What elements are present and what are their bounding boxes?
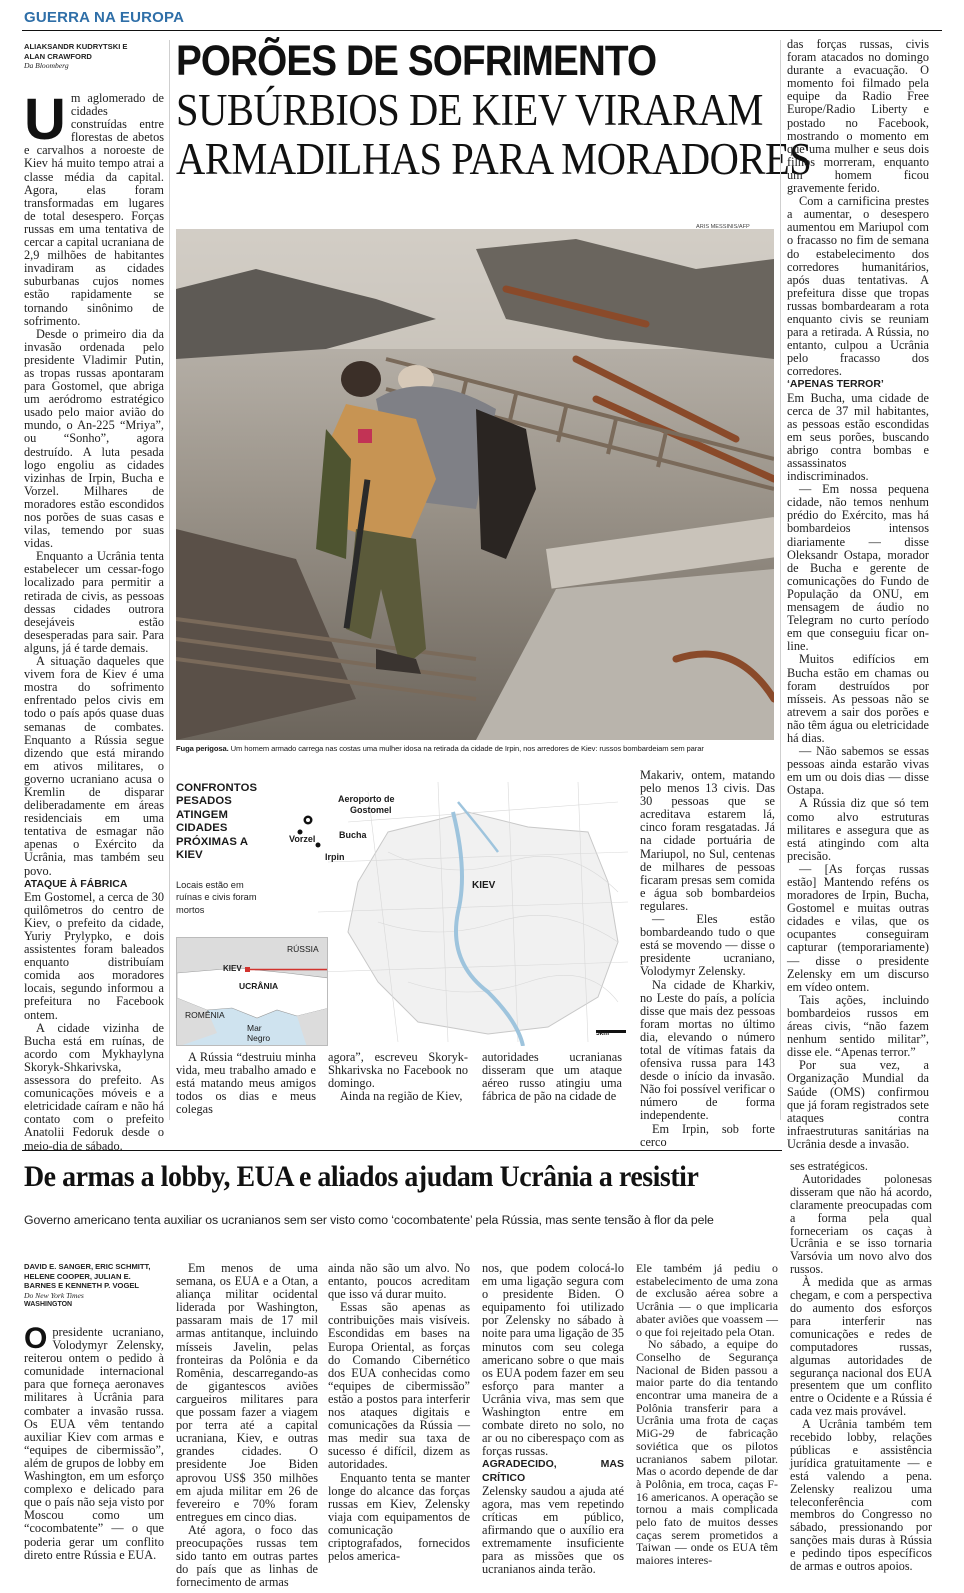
story2-para-14: A Ucrânia também tem recebido lobby, relações públicas e assistência jurídica gratuitamente — e está valendo a pena. Zelensky realizou uma teleconferência com membros do Congresso no sábado, pressionando por sanções mais duras à Rússia e pedindo tipos específicos de armas e outros apoios. — [790, 1417, 932, 1574]
col4-para-4: Em Irpin, sob forte cerco — [640, 1121, 775, 1149]
story1-para-6: A cidade vizinha de Bucha está em ruínas, de acordo com Mykhaylyna Skoryk-Shkarivska, assessora do prefeito. As comunicações móveis e a eletricidade caíram e não há contato com o prefeito Anatolii Fedoruk desde o meio-dia de sábado. — [24, 1020, 164, 1153]
inset-label-kiev: KIEV — [223, 964, 242, 973]
story2-para-1: presidente ucraniano, Volodymyr Zelensky, reiterou ontem o pedido à comunidade internacional para que forneça aeronaves militares à Ucrânia para combater a invasão russa. Os EUA vêm tentando auxiliar Kiev com armas e “equipes de cibermissão”, além de grupos de lobby em Washington, em um esforço complexo e delicado para que o país não seja visto por Moscou como um “cocombatente” — o que poderia gerar um conflito direto entre Rússia e EUA. — [24, 1325, 164, 1562]
story1-headline: PORÕES DE SOFRIMENTO — [176, 37, 657, 85]
section-label: GUERRA NA EUROPA — [24, 9, 185, 26]
story1-para-5: Em Gostomel, a cerca de 30 quilômetros do centro de Kiev, o prefeito da cidade, Yuriy Prylypko, e dois assistentes foram baleados enquanto distribuíam comida aos moradores locais, segundo informou a prefeitura no Facebook ontem. — [24, 889, 164, 1022]
map-label-vorzel: Vorzel — [289, 834, 316, 844]
inset-map — [176, 937, 328, 1046]
story1-column-4 — [640, 769, 775, 1149]
story2-para-10: No sábado, a equipe do Conselho de Segurança Nacional de Biden passou a maior parte do dia tentando encontrar uma maneira de a Polônia transferir para a Ucrânia uma frota de caças MiG-29 de fabricação soviética que os pilotos ucranianos sabem pilotar. Mas o acordo depende de dar à Polônia, em troca, caças F-16 americanos. A operação se tornou a mais complicada pelo fato de muitos desses caças serem prometidos a Taiwan — onde os EUA têm maiores interes- — [636, 1337, 778, 1568]
story2-column-5 — [636, 1262, 778, 1567]
byline-agency: Da Bloomberg — [24, 61, 69, 71]
story2-subhead: AGRADECIDO, MAS CRÍTICO — [482, 1458, 624, 1484]
col4-para-1: Makariv, ontem, matando pelo menos 13 civis. Das 30 pessoas que se acreditava estarem lá, cinco foram resgatadas. Já na cidade portuária de Mariupol, no Sul, centenas de milhares de pessoas ficaram presas sem comida e água sob bombardeios regulares. — [640, 768, 775, 913]
story1-byline — [24, 42, 164, 71]
col5-para-2: Com a carnificina prestes a aumentar, o desespero aumentou em Mariupol com o fracasso no fim de semana do estabelecimento dos corredores humanitários, após duas tentativas. A prefeitura disse que tropas russas bombardearam a rota enquanto civis se reuniam para a retirada. A Rússia, no entanto, culpou a Ucrânia pelo fracasso dos corredores. — [787, 194, 929, 379]
story2-para-5: Essas são apenas as contribuições mais visíveis. Escondidas em bases na Europa Oriental, as forças do Comando Cibernético dos EUA conhecidas como “equipes de cibermissão” estão a postos para interferir nos ataques digitais e comunicações da Rússia — mas medir sua taxa de sucesso é difícil, dizem as autoridades. — [328, 1300, 470, 1472]
story2-para-6: Enquanto tenta se manter longe do alcance das forças russas em Kiev, Zelensky viaja com equipamentos de comunicação criptografados, fornecidos pelos america- — [328, 1470, 470, 1564]
col5-para-6: — Não sabemos se essas pessoas ainda estarão vivas em um ou dois dias — disse Ostapa. — [787, 744, 929, 798]
col5-para-5: Muitos edifícios em Bucha estão em chamas ou foram destruídos por mísseis. As pessoas não se atrevem a sair dos porões e não têm água ou eletricidade há dias. — [787, 652, 929, 745]
caption-text: Um homem armado carrega nas costas uma mulher idosa na retirada da cidade de Irpin, nos arredores de Kiev: russos bombardeiam sem parar — [228, 744, 704, 753]
story2-top-rule — [22, 1150, 782, 1151]
story1-para-1: m aglomerado de cidades construídas entre florestas de abetos e carvalhos a noroeste de Kiev há muito tempo atrai a classe média da capital. Agora, elas foram transformadas em lugares de total desespero. Forças russas em uma tentativa de cercar a capital ucraniana de 2,9 milhões de habitantes invadiram as cidades suburbanas cujos nomes estão rapidamente se tornando sinônimo de sofrimento. — [24, 91, 164, 328]
story1-mid-column-2 — [328, 1051, 468, 1103]
story2-para-7: nos, que podem colocá-lo em uma ligação segura com o presidente Biden. O equipamento foi utilizado por Zelensky no sábado à noite para uma ligação de 35 minutos com seu colega americano sobre o que mais os EUA podem fazer em seu esforço para manter a Ucrânia viva, mas sem que Washington entre em combate direto no solo, no ar ou no ciberespaço com as forças russas. — [482, 1261, 624, 1459]
col5-para-9: Tais ações, incluindo bombardeios russos em áreas civis, “não fazem nenhum sentido militar”, disse ele. “Apenas terror.” — [787, 992, 929, 1060]
story2-column-3 — [328, 1262, 470, 1563]
story1-subhead-terror: ‘APENAS TERROR’ — [787, 378, 884, 391]
map-subtitle: Locais estão em ruínas e civis foram mortos — [176, 880, 257, 915]
mid-para-1: A Rússia “destruiu minha vida, meu trabalho amado e está matando meus amigos todos os dias e meus colegas — [176, 1050, 316, 1117]
story2-column-2 — [176, 1262, 318, 1589]
col5-para-10: Por sua vez, a Organização Mundial da Saúde (OMS) confirmou que já foram registrados sete ataques contra infraestruturas sanitárias na Ucrânia desde a invasão. — [787, 1058, 929, 1151]
story2-para-8: Zelensky saudou a ajuda até agora, mas vem repetindo críticas em público, afirmando que o auxílio era extremamente insuficiente para as missões que os ucranianos ainda terão. — [482, 1483, 624, 1577]
map-label-kiev: KIEV — [472, 880, 496, 891]
col4-para-2: — Eles estão bombardeando tudo o que está se movendo — disse o presidente ucraniano, Volodymyr Zelensky. — [640, 912, 775, 979]
story2-column-6 — [790, 1160, 932, 1573]
story1-para-3: Enquanto a Ucrânia tenta estabelecer um cessar-fogo localizado para permitir a retirada de civis, as pessoas dessas cidades outrora desejáveis estão desesperadas para sair. Para alguns, já é tarde demais. — [24, 549, 164, 655]
story1-subhead-fabrica: ATAQUE À FÁBRICA — [24, 877, 128, 890]
map-label-bucha: Bucha — [339, 830, 367, 840]
column-divider — [780, 40, 781, 1120]
photo-illustration — [176, 229, 774, 740]
story1-para-2: Desde o primeiro dia da invasão ordenada pelo presidente Vladimir Putin, as tropas russas apontaram para Gostomel, que abriga um aeródromo estratégico usado pelo maior avião do mundo, o An-225 “Mriya”, ou “Sonho”, agora destruído. A luta pesada logo engoliu as cidades vizinhas de Irpin, Bucha e Vorzel. Milhares de moradores estão escondidos nos porões de suas casas e vilas, temendo por suas vidas. — [24, 326, 164, 551]
story1-mid-column-3 — [482, 1051, 622, 1103]
story2-para-3: Até agora, o foco das preocupações russas tem sido tanto em outras partes do país que as linhas de fornecimento de armas — [176, 1522, 318, 1590]
story2-headline: De armas a lobby, EUA e aliados ajudam Ucrânia a resistir — [24, 1160, 699, 1193]
story2-dropcap: O — [24, 1322, 48, 1355]
story2-para-11: ses estratégicos. — [790, 1159, 868, 1173]
map-scale-label: 5km — [596, 1030, 610, 1037]
story2-para-2: Em menos de uma semana, os EUA e a Otan, a aliança militar ocidental liderada por Washington, passaram mais de 17 mil armas antitanque, incluindo mísseis Javelin, pelas fronteiras da Polônia e da Romênia, descarregando-as de gigantescos aviões cargueiros militares para que possam fazer a viagem por terra até a capital ucraniana, Kiev, e outras grandes cidades. O presidente Joe Biden aprovou US$ 350 milhões em ajuda militar em 26 de fevereiro e 70% foram entregues em cinco dias. — [176, 1261, 318, 1524]
byline-author-1: ALIAKSANDR KUDRYTSKI E — [24, 42, 128, 51]
story1-mid-column-1 — [176, 1051, 316, 1116]
col5-para-1: das forças russas, civis foram atacados no domingo durante a evacuação. O momento foi filmado pela equipe da Radio Free Europe/Radio Liberty e postado no Facebook, mostrando o momento em que uma mulher e seus dois filhos morreram, enquanto um homem ficou gravemente ferido. — [787, 37, 929, 196]
map-title: CONFRONTOS PESADOS ATINGEM CIDADES PRÓXIMAS A KIEV — [176, 782, 258, 862]
column-divider — [169, 40, 170, 1120]
map-graphic — [176, 772, 632, 1046]
mid-para-4: autoridades ucranianas disseram que um ataque aéreo russo atingiu uma fábrica de pão na cidade de — [482, 1050, 622, 1104]
mid-para-2: agora”, escreveu Skoryk-Shkarivska no Facebook no domingo. — [328, 1050, 468, 1091]
deck-line-1: SUBÚRBIOS DE KIEV VIRARAM — [176, 85, 763, 135]
story1-deck — [176, 85, 812, 184]
col5-para-4: — Em nossa pequena cidade, não temos nenhum prédio do Exército, mas há bombardeios intensos diariamente — disse Oleksandr Ostapa, morador de Bucha e gerente de comunicações do Fundo de População da ONU, em mensagem de áudio no Telegram no curto período em que conseguiu ficar on-line. — [787, 482, 929, 654]
story2-para-4: ainda não são um alvo. No entanto, poucos acreditam que isso vá durar muito. — [328, 1261, 470, 1302]
map-label-airport: Aeroporto de Gostomel — [338, 794, 395, 815]
mid-para-3: Ainda na região de Kiev, — [340, 1089, 463, 1104]
photo-caption — [176, 744, 776, 754]
story1-column-5 — [787, 38, 929, 1151]
inset-label-ukraine: UCRÂNIA — [239, 981, 279, 991]
inset-label-russia: RÚSSIA — [287, 944, 319, 954]
col5-para-3: Em Bucha, uma cidade de cerca de 37 mil habitantes, as pessoas estão escondidas em seus porões, buscando abrigo contra bombas e assassinatos indiscriminados. — [787, 390, 929, 484]
story2-deck: Governo americano tenta auxiliar os ucranianos sem ser visto como ‘cocombatente’ pela Rússia, mas sente tensão à flor da pele — [24, 1213, 714, 1227]
deck-line-2: ARMADILHAS PARA MORADORES — [176, 134, 812, 184]
story1-dropcap: U — [24, 87, 66, 152]
story2-column-4 — [482, 1262, 624, 1576]
story2-para-12: Autoridades polonesas disseram que não há acordo, claramente preocupadas com a forma pela qual forneceriam os caças à Ucrânia e se isso tornaria Varsóvia um novo alvo dos russos. — [790, 1171, 932, 1277]
col5-para-7: A Rússia diz que só tem como alvo estruturas militares e assegura que as está atingindo com alta precisão. — [787, 796, 929, 863]
story2-para-9: Ele também já pediu o estabelecimento de uma zona de exclusão aérea sobre a Ucrânia — o que implicaria abater aviões que voassem — o que foi rejeitado pela Otan. — [636, 1261, 778, 1339]
col4-para-3: Na cidade de Kharkiv, no Leste do país, a polícia disse que mais dez pessoas foram mortas no último dia, elevando o número total de vítimas fatais da ofensiva russa para 143 desde o início da invasão. Não foi possível verificar o número de forma independente. — [640, 977, 775, 1123]
map-label-irpin: Irpin — [325, 852, 345, 862]
section-rule — [22, 30, 942, 31]
col5-para-8: — [As forças russas estão] Mantendo reféns os moradores de Irpin, Bucha, Gostomel e muitas outras cidades e vilas, que os ocupantes conseguiram capturar (temporariamente) — disse o presidente Zelensky em um discurso em vídeo ontem. — [787, 861, 929, 994]
story2-column-1 — [24, 1322, 164, 1562]
photo-credit: ARIS MESSINIS/AFP — [696, 224, 750, 230]
story1-para-4: A situação daqueles que vivem fora de Kiev é uma mostra do sofrimento enfrentado pelos civis em todo o país após quase duas semanas de combates. Enquanto a Rússia segue dizendo que está mirando em ativos militares, o governo ucraniano acusa o Kremlin de disparar deliberadamente em áreas residenciais em uma tentativa de esmagar não apenas o Exército da Ucrânia, mas também seu povo. — [24, 654, 164, 878]
story2-byline: DAVID E. SANGER, ERIC SCHMITT, HELENE COOPER, JULIAN E. BARNES E KENNETH P. VOGEL Do New York Times WASHINGTON — [24, 1262, 151, 1309]
news-photo — [176, 229, 774, 740]
inset-label-romania: ROMÊNIA — [185, 1010, 225, 1020]
story1-column-1 — [24, 87, 164, 1153]
inset-label-sea: Mar Negro — [247, 1023, 271, 1043]
byline-author-2: ALAN CRAWFORD — [24, 51, 92, 61]
caption-lead: Fuga perigosa. — [176, 744, 229, 753]
story2-para-13: À medida que as armas chegam, e com a perspectiva do aumento dos esforços para interferir nas comunicações e redes de computadores russas, algumas autoridades de segurança nacional dos EUA presentem que um conflito entre o Ocidente e a Rússia é cada vez mais provável. — [790, 1275, 932, 1419]
